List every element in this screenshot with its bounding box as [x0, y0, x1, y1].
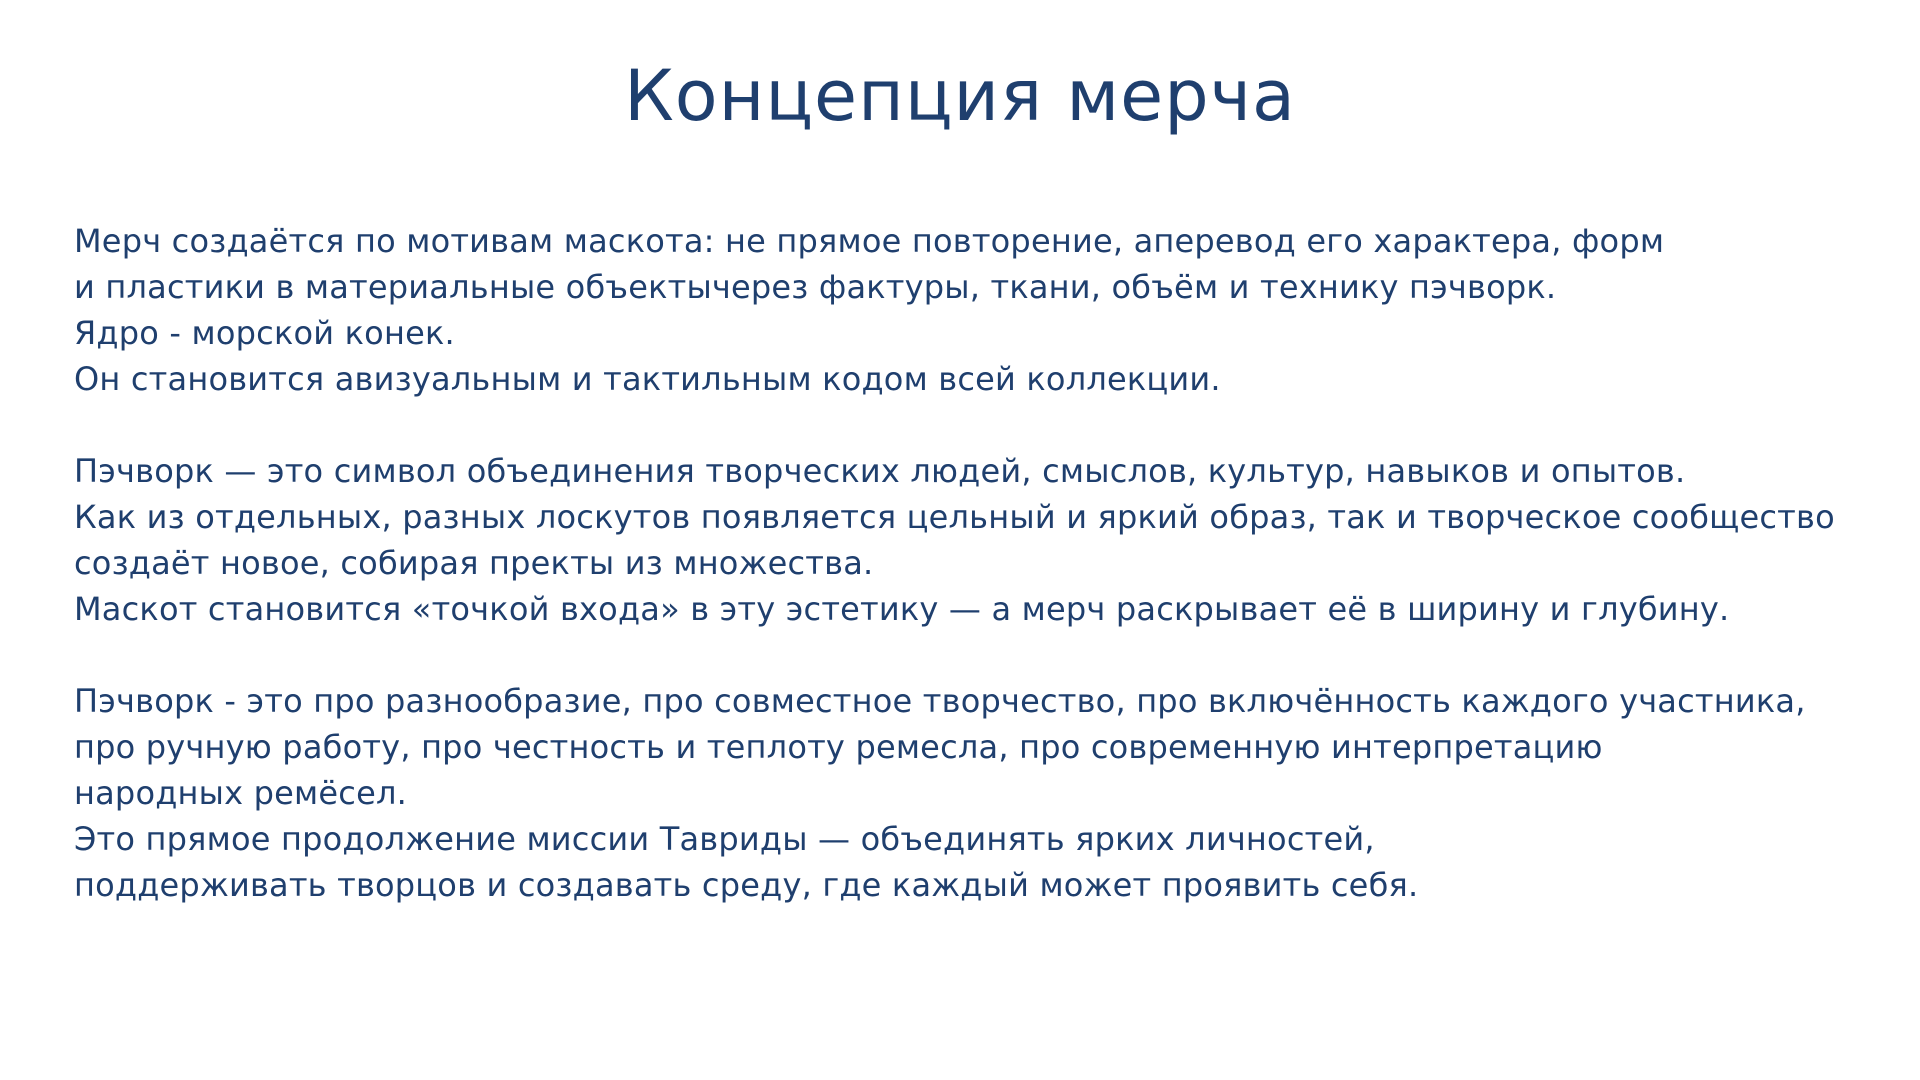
- slide-title: Концепция мерча: [624, 55, 1296, 137]
- text-line: Ядро - морской конек.: [74, 314, 455, 352]
- paragraph-concept: [74, 218, 1904, 402]
- paragraph-patchwork-symbol: [74, 448, 1904, 632]
- text-line: Как из отдельных, разных лоскутов появляется цельный и яркий образ, так и творческое сообщество: [74, 498, 1835, 536]
- text-line: и пластики в материальные объектычерез фактуры, ткани, объём и технику пэчворк.: [74, 268, 1557, 306]
- text-line: Мерч создаётся по мотивам маскота: не прямое повторение, аперевод его характера, форм: [74, 222, 1665, 260]
- paragraph-patchwork-values: [74, 678, 1904, 908]
- text-line: про ручную работу, про честность и теплоту ремесла, про современную интерпретацию: [74, 728, 1603, 766]
- text-line: Пэчворк — это символ объединения творческих людей, смыслов, культур, навыков и опытов.: [74, 452, 1686, 490]
- text-line: Он становится авизуальным и тактильным кодом всей коллекции.: [74, 360, 1221, 398]
- text-line: Это прямое продолжение миссии Тавриды — объединять ярких личностей,: [74, 820, 1375, 858]
- text-line: Пэчворк - это про разнообразие, про совместное творчество, про включённость каждого участника,: [74, 682, 1806, 720]
- text-line: поддерживать творцов и создавать среду, где каждый может проявить себя.: [74, 866, 1419, 904]
- text-line: народных ремёсел.: [74, 774, 407, 812]
- slide-body: [74, 218, 1904, 954]
- text-line: создаёт новое, собирая пректы из множества.: [74, 544, 874, 582]
- text-line: Маскот становится «точкой входа» в эту эстетику — а мерч раскрывает её в ширину и глубину.: [74, 590, 1730, 628]
